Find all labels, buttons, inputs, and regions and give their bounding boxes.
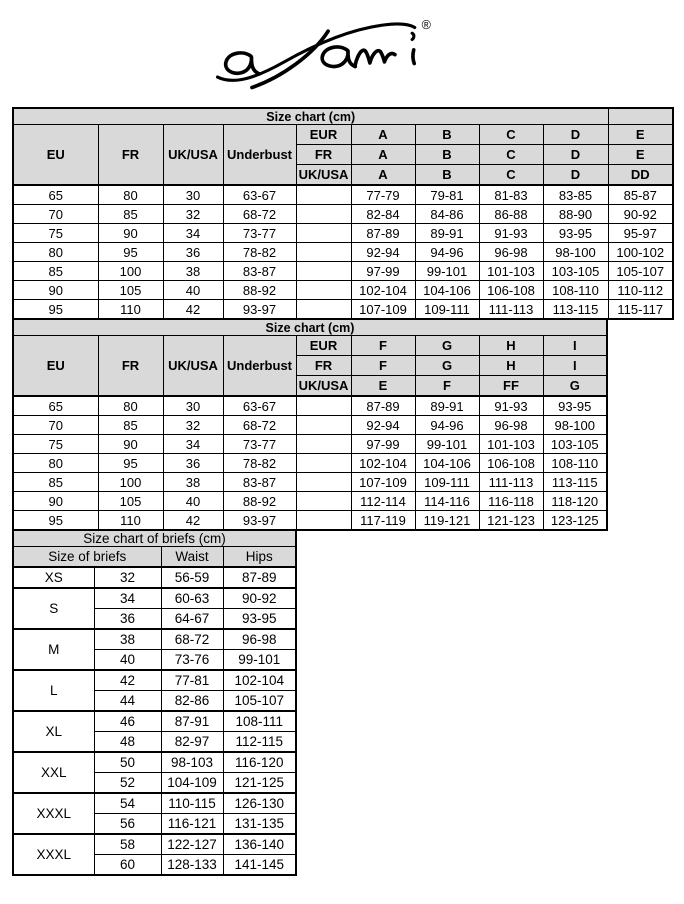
briefs-cell: 42: [94, 670, 161, 691]
bust-range-cell: 84-86: [415, 205, 479, 224]
bust-range-cell: 89-91: [415, 224, 479, 243]
briefs-cell: 108-111: [223, 711, 296, 732]
briefs-size-label: XXXL: [13, 834, 94, 875]
cup-size-header: I: [543, 356, 607, 376]
bust-range-cell: 113-115: [543, 473, 607, 492]
briefs-cell: 87-91: [161, 711, 223, 732]
bust-range-cell: 87-89: [351, 396, 415, 416]
bust-range-cell: 77-79: [351, 185, 415, 205]
size-cell: 95: [13, 511, 98, 531]
size-cell: 65: [13, 185, 98, 205]
axami-logo-art: [205, 8, 445, 96]
logo-letter-a1: [226, 53, 260, 74]
cup-size-header: F: [351, 356, 415, 376]
cup-size-header: FF: [479, 376, 543, 397]
size-cell: 34: [163, 224, 223, 243]
cup-system-label: EUR: [296, 125, 351, 145]
briefs-cell: 56-59: [161, 567, 223, 588]
briefs-cell: 131-135: [223, 814, 296, 835]
size-cell: 85: [13, 262, 98, 281]
briefs-cell: 34: [94, 588, 161, 609]
bust-range-cell: 94-96: [415, 243, 479, 262]
cup-size-header: D: [543, 165, 608, 186]
briefs-cell: 52: [94, 773, 161, 794]
bust-range-cell: 121-123: [479, 511, 543, 531]
bust-range-cell: 107-109: [351, 473, 415, 492]
size-cell: 68-72: [223, 416, 296, 435]
size-cell: 78-82: [223, 243, 296, 262]
table-row: [13, 473, 607, 492]
size-cell: 78-82: [223, 454, 296, 473]
column-header: Underbust: [223, 125, 296, 186]
table-row: [13, 511, 607, 531]
size-cell: 63-67: [223, 396, 296, 416]
size-cell: 73-77: [223, 435, 296, 454]
briefs-cell: 68-72: [161, 629, 223, 650]
bust-range-cell: 107-109: [351, 300, 415, 320]
size-cell: 65: [13, 396, 98, 416]
table-title-row: [13, 530, 296, 547]
bust-range-cell: 90-92: [608, 205, 673, 224]
bust-range-cell: 81-83: [479, 185, 543, 205]
bust-range-cell: 98-100: [543, 416, 607, 435]
cup-system-label: UK/USA: [296, 165, 351, 186]
bust-range-cell: 87-89: [351, 224, 415, 243]
size-cell: 32: [163, 416, 223, 435]
size-cell: 85: [98, 416, 163, 435]
cup-size-header: G: [543, 376, 607, 397]
bust-range-cell: 118-120: [543, 492, 607, 511]
bust-range-cell: 101-103: [479, 435, 543, 454]
briefs-cell: 73-76: [161, 650, 223, 671]
cup-size-header: C: [479, 125, 543, 145]
briefs-cell: 48: [94, 732, 161, 753]
briefs-size-label: XXXL: [13, 793, 94, 834]
table-row: [13, 281, 673, 300]
cup-system-label: EUR: [296, 336, 351, 356]
table-row: [13, 300, 673, 320]
cup-system-label: UK/USA: [296, 376, 351, 397]
size-cell: 40: [163, 281, 223, 300]
logo-letter-m: [355, 50, 395, 64]
cup-size-header: DD: [608, 165, 673, 186]
table-row: [13, 454, 607, 473]
size-cell: 88-92: [223, 492, 296, 511]
briefs-cell: 110-115: [161, 793, 223, 814]
briefs-cell: 98-103: [161, 752, 223, 773]
briefs-row: [13, 567, 296, 588]
size-cell: 70: [13, 205, 98, 224]
size-cell: 95: [98, 454, 163, 473]
column-header: FR: [98, 336, 163, 397]
size-cell: 36: [163, 243, 223, 262]
briefs-cell: 104-109: [161, 773, 223, 794]
size-cell: 90: [98, 435, 163, 454]
size-cell: 73-77: [223, 224, 296, 243]
spacer-cell: [296, 243, 351, 262]
briefs-cell: 116-121: [161, 814, 223, 835]
size-cell: 110: [98, 300, 163, 320]
briefs-cell: 105-107: [223, 691, 296, 712]
size-cell: 100: [98, 262, 163, 281]
bust-range-cell: 106-108: [479, 281, 543, 300]
cup-size-header: D: [543, 125, 608, 145]
bust-range-cell: 123-125: [543, 511, 607, 531]
briefs-cell: 36: [94, 609, 161, 630]
cup-size-header: E: [608, 125, 673, 145]
bust-range-cell: 92-94: [351, 243, 415, 262]
cup-size-header: H: [479, 336, 543, 356]
briefs-cell: 40: [94, 650, 161, 671]
cup-size-header: C: [479, 145, 543, 165]
bra-size-chart-1: [12, 107, 674, 320]
briefs-cell: 141-145: [223, 855, 296, 876]
briefs-cell: 58: [94, 834, 161, 855]
bust-range-cell: 113-115: [543, 300, 608, 320]
size-cell: 85: [13, 473, 98, 492]
cup-size-header: B: [415, 165, 479, 186]
spacer-cell: [296, 185, 351, 205]
briefs-cell: 90-92: [223, 588, 296, 609]
briefs-size-label: XS: [13, 567, 94, 588]
table-row: [13, 243, 673, 262]
size-cell: 80: [98, 185, 163, 205]
bust-range-cell: 91-93: [479, 396, 543, 416]
spacer-cell: [296, 281, 351, 300]
briefs-cell: 44: [94, 691, 161, 712]
size-cell: 88-92: [223, 281, 296, 300]
size-cell: 42: [163, 511, 223, 531]
briefs-size-label: XL: [13, 711, 94, 752]
cup-system-label: FR: [296, 145, 351, 165]
table-title: Size chart (cm): [13, 108, 608, 125]
cup-size-header: I: [543, 336, 607, 356]
briefs-cell: 121-125: [223, 773, 296, 794]
table-row: [13, 416, 607, 435]
table-row: [13, 205, 673, 224]
size-cell: 80: [13, 454, 98, 473]
size-cell: 90: [13, 281, 98, 300]
briefs-cell: 126-130: [223, 793, 296, 814]
table-row: [13, 396, 607, 416]
column-header: UK/USA: [163, 125, 223, 186]
briefs-size-label: L: [13, 670, 94, 711]
size-cell: 93-97: [223, 511, 296, 531]
bust-range-cell: 89-91: [415, 396, 479, 416]
size-cell: 32: [163, 205, 223, 224]
bust-range-cell: 85-87: [608, 185, 673, 205]
cup-size-header: F: [415, 376, 479, 397]
bust-range-cell: 103-105: [543, 435, 607, 454]
bust-range-cell: 82-84: [351, 205, 415, 224]
table-row: [13, 224, 673, 243]
briefs-cell: 56: [94, 814, 161, 835]
cup-size-header: A: [351, 125, 415, 145]
spacer-cell: [296, 396, 351, 416]
bust-range-cell: 117-119: [351, 511, 415, 531]
size-cell: 90: [98, 224, 163, 243]
size-cell: 63-67: [223, 185, 296, 205]
size-cell: 105: [98, 281, 163, 300]
size-cell: 38: [163, 262, 223, 281]
cup-size-header: A: [351, 145, 415, 165]
cup-size-header: H: [479, 356, 543, 376]
briefs-cell: 54: [94, 793, 161, 814]
briefs-size-label: XXL: [13, 752, 94, 793]
cup-size-header: E: [608, 145, 673, 165]
size-cell: 30: [163, 396, 223, 416]
briefs-cell: 96-98: [223, 629, 296, 650]
bust-range-cell: 93-95: [543, 396, 607, 416]
column-header: EU: [13, 336, 98, 397]
bust-range-cell: 97-99: [351, 435, 415, 454]
spacer-cell: [296, 492, 351, 511]
bust-range-cell: 96-98: [479, 416, 543, 435]
bust-range-cell: 114-116: [415, 492, 479, 511]
logo-i-dot: [412, 33, 414, 39]
size-cell: 80: [13, 243, 98, 262]
bust-range-cell: 119-121: [415, 511, 479, 531]
table-title: Size chart (cm): [13, 319, 607, 336]
size-cell: 90: [13, 492, 98, 511]
bust-range-cell: 112-114: [351, 492, 415, 511]
bust-range-cell: 108-110: [543, 454, 607, 473]
briefs-cell: 38: [94, 629, 161, 650]
bust-range-cell: 91-93: [479, 224, 543, 243]
registered-mark-icon: ®: [421, 18, 431, 33]
size-of-briefs-header: Size of briefs: [13, 547, 161, 568]
table-row: [13, 435, 607, 454]
table-title-row: [13, 319, 607, 336]
bust-range-cell: 111-113: [479, 473, 543, 492]
spacer-cell: [296, 511, 351, 531]
size-cell: 68-72: [223, 205, 296, 224]
size-cell: 36: [163, 454, 223, 473]
bust-range-cell: 103-105: [543, 262, 608, 281]
bust-range-cell: 115-117: [608, 300, 673, 320]
briefs-cell: 60: [94, 855, 161, 876]
briefs-size-label: S: [13, 588, 94, 629]
hips-header: Hips: [223, 547, 296, 568]
waist-header: Waist: [161, 547, 223, 568]
briefs-row: [13, 834, 296, 855]
table-title: Size chart of briefs (cm): [13, 530, 296, 547]
size-cell: 42: [163, 300, 223, 320]
size-cell: 38: [163, 473, 223, 492]
bust-range-cell: 94-96: [415, 416, 479, 435]
size-cell: 110: [98, 511, 163, 531]
size-cell: 95: [98, 243, 163, 262]
bust-range-cell: 111-113: [479, 300, 543, 320]
spacer-cell: [296, 224, 351, 243]
briefs-cell: 60-63: [161, 588, 223, 609]
briefs-size-chart: [12, 529, 297, 876]
briefs-row: [13, 629, 296, 650]
cup-system-label: FR: [296, 356, 351, 376]
cup-size-header: G: [415, 356, 479, 376]
cup-size-header: F: [351, 336, 415, 356]
table-title-side-cell: [608, 108, 673, 125]
bust-range-cell: 105-107: [608, 262, 673, 281]
briefs-cell: 82-86: [161, 691, 223, 712]
cup-header-row: [13, 125, 673, 145]
size-cell: 75: [13, 435, 98, 454]
briefs-cell: 64-67: [161, 609, 223, 630]
spacer-cell: [296, 454, 351, 473]
column-header: UK/USA: [163, 336, 223, 397]
spacer-cell: [296, 300, 351, 320]
size-cell: 105: [98, 492, 163, 511]
table-row: [13, 492, 607, 511]
logo-letter-i: [413, 50, 414, 64]
briefs-cell: 116-120: [223, 752, 296, 773]
briefs-row: [13, 670, 296, 691]
bust-range-cell: 79-81: [415, 185, 479, 205]
briefs-cell: 46: [94, 711, 161, 732]
size-cell: 70: [13, 416, 98, 435]
bust-range-cell: 97-99: [351, 262, 415, 281]
size-cell: 34: [163, 435, 223, 454]
bust-range-cell: 101-103: [479, 262, 543, 281]
cup-size-header: G: [415, 336, 479, 356]
spacer-cell: [296, 262, 351, 281]
spacer-cell: [296, 435, 351, 454]
bust-range-cell: 98-100: [543, 243, 608, 262]
briefs-cell: 102-104: [223, 670, 296, 691]
cup-size-header: B: [415, 145, 479, 165]
cup-size-header: E: [351, 376, 415, 397]
bust-range-cell: 88-90: [543, 205, 608, 224]
cup-size-header: C: [479, 165, 543, 186]
briefs-row: [13, 752, 296, 773]
column-header: Underbust: [223, 336, 296, 397]
bra-size-chart-2: [12, 318, 608, 531]
bust-range-cell: 83-85: [543, 185, 608, 205]
briefs-row: [13, 793, 296, 814]
briefs-cell: 99-101: [223, 650, 296, 671]
cup-size-header: B: [415, 125, 479, 145]
size-cell: 85: [98, 205, 163, 224]
column-header: EU: [13, 125, 98, 186]
bust-range-cell: 108-110: [543, 281, 608, 300]
briefs-cell: 112-115: [223, 732, 296, 753]
bust-range-cell: 104-106: [415, 454, 479, 473]
bust-range-cell: 109-111: [415, 300, 479, 320]
briefs-header-row: [13, 547, 296, 568]
briefs-cell: 77-81: [161, 670, 223, 691]
cup-header-row: [13, 336, 607, 356]
cup-size-header: A: [351, 165, 415, 186]
bust-range-cell: 106-108: [479, 454, 543, 473]
bust-range-cell: 109-111: [415, 473, 479, 492]
briefs-row: [13, 588, 296, 609]
bust-range-cell: 95-97: [608, 224, 673, 243]
size-cell: 80: [98, 396, 163, 416]
size-cell: 40: [163, 492, 223, 511]
bust-range-cell: 99-101: [415, 262, 479, 281]
bust-range-cell: 92-94: [351, 416, 415, 435]
bust-range-cell: 104-106: [415, 281, 479, 300]
size-cell: 93-97: [223, 300, 296, 320]
briefs-cell: 122-127: [161, 834, 223, 855]
size-cell: 95: [13, 300, 98, 320]
size-cell: 75: [13, 224, 98, 243]
bust-range-cell: 116-118: [479, 492, 543, 511]
axami-logo: [205, 8, 445, 96]
briefs-cell: 32: [94, 567, 161, 588]
bust-range-cell: 102-104: [351, 454, 415, 473]
bust-range-cell: 99-101: [415, 435, 479, 454]
bust-range-cell: 100-102: [608, 243, 673, 262]
table-row: [13, 262, 673, 281]
column-header: FR: [98, 125, 163, 186]
size-cell: 83-87: [223, 262, 296, 281]
briefs-cell: 128-133: [161, 855, 223, 876]
table-title-row: [13, 108, 673, 125]
briefs-cell: 136-140: [223, 834, 296, 855]
bust-range-cell: 93-95: [543, 224, 608, 243]
briefs-row: [13, 711, 296, 732]
bust-range-cell: 96-98: [479, 243, 543, 262]
bust-range-cell: 102-104: [351, 281, 415, 300]
briefs-cell: 82-97: [161, 732, 223, 753]
size-cell: 100: [98, 473, 163, 492]
cup-size-header: D: [543, 145, 608, 165]
size-cell: 83-87: [223, 473, 296, 492]
bust-range-cell: 110-112: [608, 281, 673, 300]
briefs-cell: 87-89: [223, 567, 296, 588]
spacer-cell: [296, 473, 351, 492]
spacer-cell: [296, 416, 351, 435]
bust-range-cell: 86-88: [479, 205, 543, 224]
spacer-cell: [296, 205, 351, 224]
briefs-cell: 93-95: [223, 609, 296, 630]
briefs-size-label: M: [13, 629, 94, 670]
logo-letter-a2: [322, 47, 355, 67]
briefs-cell: 50: [94, 752, 161, 773]
size-cell: 30: [163, 185, 223, 205]
table-row: [13, 185, 673, 205]
